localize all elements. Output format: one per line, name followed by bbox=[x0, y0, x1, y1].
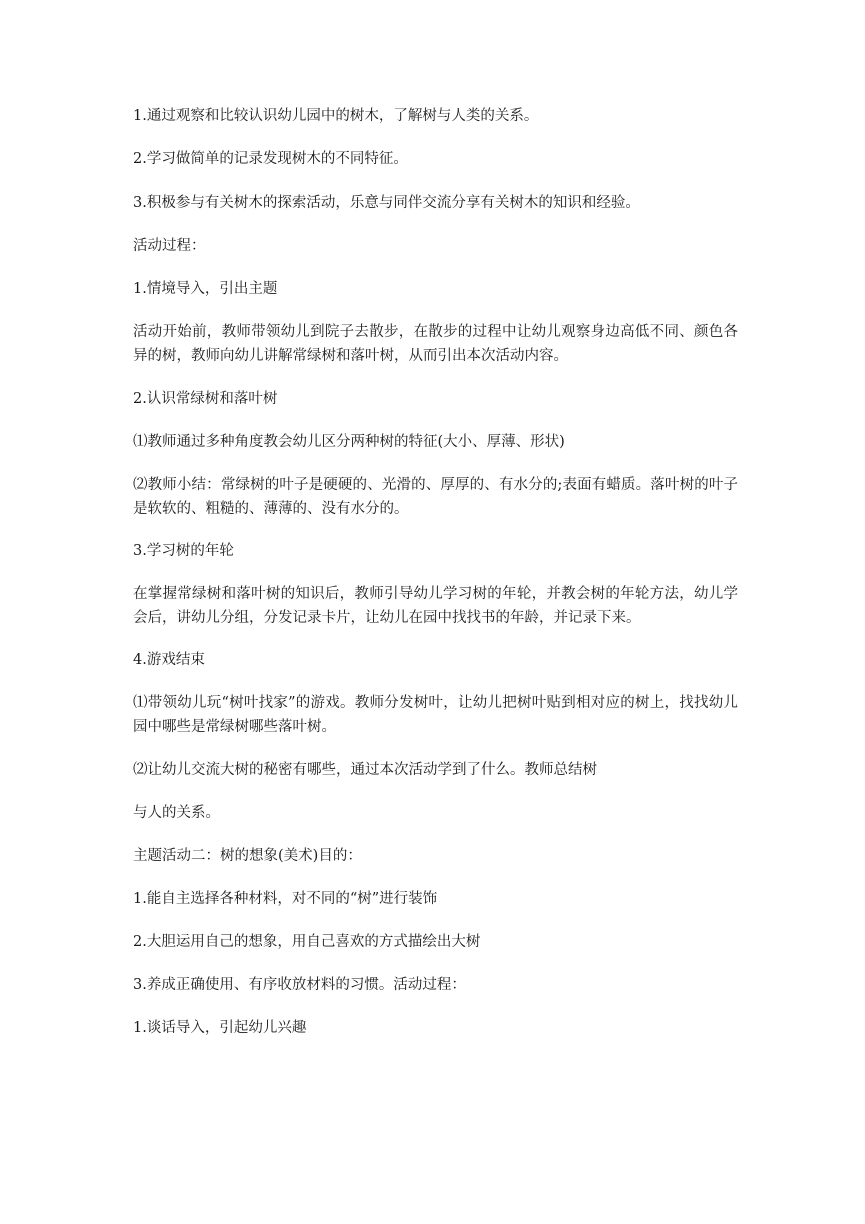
step-1-heading: 1.情境导入，引出主题 bbox=[133, 281, 278, 297]
activity-2-objective-1: 1.能自主选择各种材料，对不同的“树”进行装饰 bbox=[133, 891, 438, 907]
section-heading-process: 活动过程： bbox=[133, 238, 206, 254]
step-4-item-2-continued: 与人的关系。 bbox=[133, 805, 220, 821]
objective-1: 1.通过观察和比较认识幼儿园中的树木，了解树与人类的关系。 bbox=[133, 108, 539, 124]
activity-2-heading: 主题活动二：树的想象(美术)目的： bbox=[133, 848, 362, 864]
step-3-body: 在掌握常绿树和落叶树的知识后，教师引导幼儿学习树的年轮，并教会树的年轮方法，幼儿学会后，讲幼儿分组，分发记录卡片，让幼儿在园中找找书的年龄，并记录下来。 bbox=[133, 586, 738, 626]
step-4-heading: 4.游戏结束 bbox=[133, 652, 205, 668]
step-4-item-1: ⑴带领幼儿玩“树叶找家”的游戏。教师分发树叶，让幼儿把树叶贴到相对应的树上，找找幼儿园中哪些是常绿树哪些落叶树。 bbox=[133, 695, 738, 735]
step-4-item-2: ⑵让幼儿交流大树的秘密有哪些，通过本次活动学到了什么。教师总结树 bbox=[133, 762, 597, 778]
step-2-item-1: ⑴教师通过多种角度教会幼儿区分两种树的特征(大小、厚薄、形状) bbox=[133, 434, 565, 450]
objective-2: 2.学习做简单的记录发现树木的不同特征。 bbox=[133, 151, 408, 167]
step-2-item-2: ⑵教师小结：常绿树的叶子是硬硬的、光滑的、厚厚的、有水分的;表面有蜡质。落叶树的叶子是软软的、粗糙的、薄薄的、没有水分的。 bbox=[133, 477, 738, 517]
step-2-heading: 2.认识常绿树和落叶树 bbox=[133, 391, 278, 407]
step-1-body: 活动开始前，教师带领幼儿到院子去散步，在散步的过程中让幼儿观察身边高低不同、颜色各异的树，教师向幼儿讲解常绿树和落叶树，从而引出本次活动内容。 bbox=[133, 324, 738, 364]
activity-2-objective-3: 3.养成正确使用、有序收放材料的习惯。活动过程： bbox=[133, 977, 466, 993]
activity-2-objective-2: 2.大胆运用自己的想象，用自己喜欢的方式描绘出大树 bbox=[133, 934, 481, 950]
activity-2-step-1: 1.谈话导入，引起幼儿兴趣 bbox=[133, 1020, 307, 1036]
objective-3: 3.积极参与有关树木的探索活动，乐意与同伴交流分享有关树木的知识和经验。 bbox=[133, 195, 640, 211]
step-3-heading: 3.学习树的年轮 bbox=[133, 543, 234, 559]
